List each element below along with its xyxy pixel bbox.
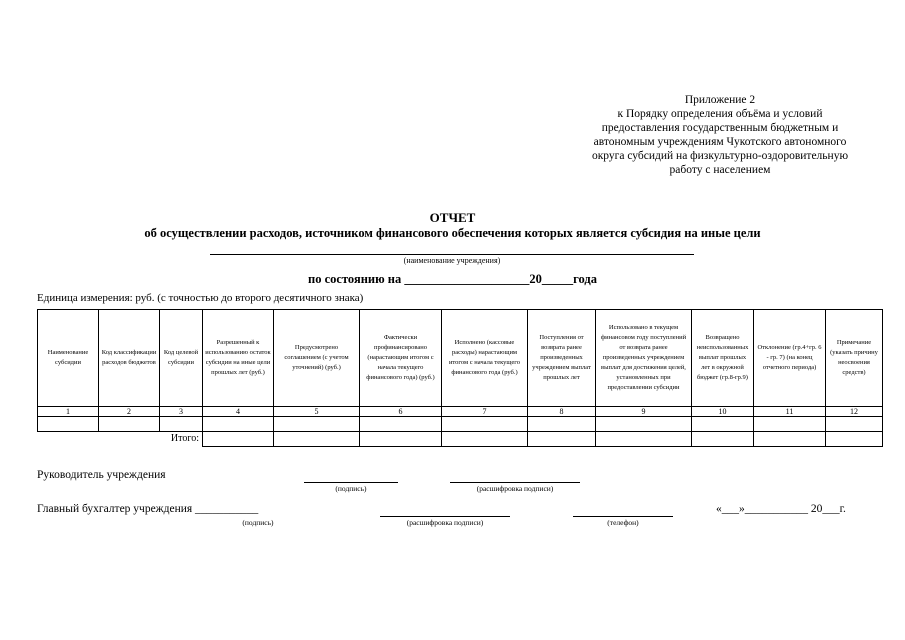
appendix-line: автономным учреждениям Чукотского автономного (593, 136, 847, 148)
col-header: Возвращено неиспользованных выплат прошлых лет в окружной бюджет (гр.8-гр.9) (692, 310, 754, 407)
total-cell[interactable] (596, 432, 692, 447)
accountant-decode-line (380, 516, 510, 517)
data-row (38, 417, 883, 432)
data-cell[interactable] (160, 417, 203, 432)
header-row (38, 310, 883, 407)
data-cell[interactable] (754, 417, 826, 432)
total-cell[interactable] (203, 432, 274, 447)
phone-line (573, 516, 673, 517)
data-cell[interactable] (528, 417, 596, 432)
head-label: Руководитель учреждения (37, 469, 166, 481)
col-number: 6 (360, 407, 442, 417)
total-cell[interactable] (274, 432, 360, 447)
phone-caption: (телефон) (607, 518, 639, 527)
institution-caption: (наименование учреждения) (403, 256, 501, 265)
col-header: Наименование субсидии (38, 310, 99, 407)
head-decode-caption: (расшифровка подписи) (476, 484, 554, 493)
col-header: Исполнено (кассовые расходы) нарастающим итогом с начала текущего финансового года (руб.) (442, 310, 528, 407)
col-header: Разрешенный к использованию остаток субсидии на иные цели прошлых лет (руб.) (203, 310, 274, 407)
head-signature-line (304, 482, 398, 483)
col-header: Фактически профинансировано (нарастающим итогом с начала текущего финансового года) (руб.) (360, 310, 442, 407)
col-number: 5 (274, 407, 360, 417)
col-number: 1 (38, 407, 99, 417)
col-header: Поступления от возврата ранее произведенных учреждением выплат прошлых лет (528, 310, 596, 407)
appendix-line: округа субсидий на физкультурно-оздоровительную (591, 150, 849, 162)
report-subtitle: об осуществлении расходов, источником финансового обеспечения которых является субсидия на иные цели (144, 226, 761, 240)
total-row (38, 432, 883, 447)
col-number: 11 (754, 407, 826, 417)
data-cell[interactable] (203, 417, 274, 432)
appendix-line: к Порядку определения объёма и условий (617, 108, 823, 120)
appendix-line: Приложение 2 (684, 94, 756, 106)
col-header: Код целевой субсидии (160, 310, 203, 407)
col-header: Код классификации расходов бюджетов (99, 310, 160, 407)
data-cell[interactable] (274, 417, 360, 432)
col-number: 8 (528, 407, 596, 417)
total-cell[interactable] (360, 432, 442, 447)
col-header: Использовано в текущем финансовом году поступлений от возврата ранее произведенных учреждением выплат для достижения целей, установленных при предоставлении субсидии (596, 310, 692, 407)
total-cell[interactable] (528, 432, 596, 447)
appendix-block (560, 93, 880, 177)
data-cell[interactable] (826, 417, 883, 432)
col-number: 10 (692, 407, 754, 417)
appendix-line: работу с населением (669, 164, 771, 176)
head-signature-caption: (подпись) (335, 484, 367, 493)
total-cell[interactable] (442, 432, 528, 447)
accountant-decode-caption: (расшифровка подписи) (406, 518, 484, 527)
unit-of-measure: Единица измерения: руб. (с точностью до второго десятичного знака) (37, 292, 364, 304)
col-number: 4 (203, 407, 274, 417)
col-number: 3 (160, 407, 203, 417)
date-line: «___»___________ 20___г. (716, 503, 846, 515)
col-header: Отклонение (гр.4+гр. 6 - гр. 7) (на конец отчетного периода) (754, 310, 826, 407)
column-number-row (38, 407, 883, 417)
accountant-signature-caption: (подпись) (242, 518, 274, 527)
col-header: Предусмотрено соглашением (с учетом уточнений) (руб.) (274, 310, 360, 407)
report-table (37, 309, 883, 447)
total-label: Итого: (170, 433, 199, 445)
data-cell[interactable] (99, 417, 160, 432)
col-number: 7 (442, 407, 528, 417)
head-decode-line (450, 482, 580, 483)
col-number: 12 (826, 407, 883, 417)
appendix-line: предоставления государственным бюджетным и (601, 122, 839, 134)
data-cell[interactable] (442, 417, 528, 432)
col-header: Примечание (указать причину неосвоения средств) (826, 310, 883, 407)
data-cell[interactable] (692, 417, 754, 432)
total-cell[interactable] (754, 432, 826, 447)
col-number: 2 (99, 407, 160, 417)
report-title: ОТЧЕТ (429, 210, 476, 225)
data-cell[interactable] (596, 417, 692, 432)
data-cell[interactable] (38, 417, 99, 432)
total-cell[interactable] (826, 432, 883, 447)
data-cell[interactable] (360, 417, 442, 432)
as-of-date: по состоянию на ____________________20_____года (308, 272, 597, 286)
accountant-label: Главный бухгалтер учреждения ___________ (37, 503, 259, 515)
col-number: 9 (596, 407, 692, 417)
institution-line (210, 254, 694, 255)
total-cell[interactable] (692, 432, 754, 447)
